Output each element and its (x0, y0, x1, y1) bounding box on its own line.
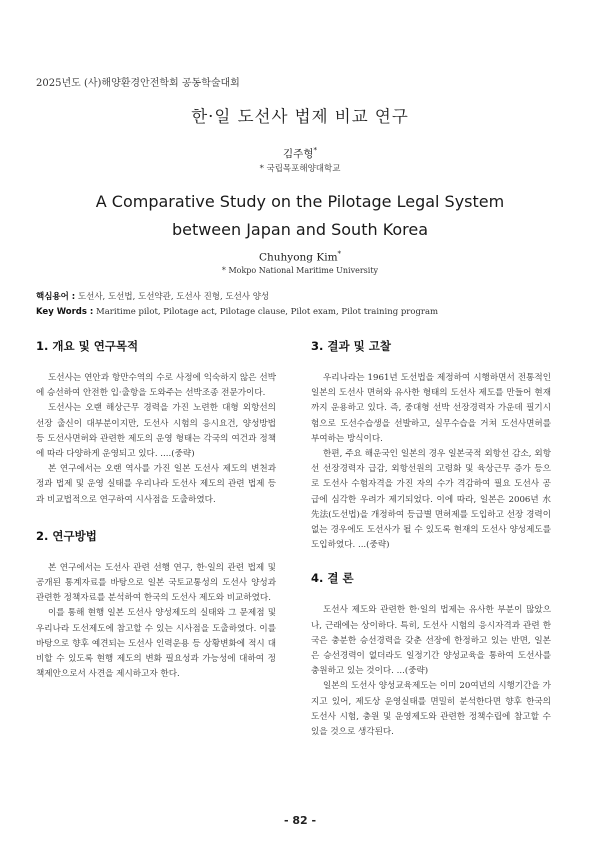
keywords-english-text: Maritime pilot, Pilotage act, Pilotage clause, Pilot exam, Pilot training program (96, 307, 439, 317)
section-2-paragraph-1: 본 연구에서는 도선사 관련 선행 연구, 한·일의 관련 법제 및 공개된 통계자료를 바탕으로 일본 국토교통성의 도선사 양성과 관련한 정책자료를 분석하여 한국의 도선사 제도와 비교하였다. (36, 562, 276, 604)
section-1-paragraph-1: 도선사는 연안과 항만수역의 수로 사정에 익숙하지 않은 선박에 승선하여 안전한 입·출항을 도와주는 선박조종 전문가이다. (36, 373, 276, 399)
section-2-paragraph-2: 이를 통해 현행 일본 도선사 양성제도의 실태와 그 문제점 및 우리나라 도선제도에 참고할 수 있는 시사점을 도출하였다. 이를 바탕으로 향후 예견되는 도선사 인력운용 등 상황변화에 적시 대비할 수 있도록 현행 제도의 변화 필요성과 가능성에 대하여 정책제안으로서 사견을 제시하고자 한다. (36, 608, 276, 680)
author-korean (0, 146, 600, 161)
author-english-name: Chuhyong Kim (258, 251, 338, 264)
right-column (311, 338, 551, 740)
affiliation-english: * Mokpo National Maritime University (221, 266, 379, 275)
affiliation-korean: * 국립목포해양대학교 (259, 164, 341, 174)
section-3-heading: 3. 결과 및 고찰 (311, 339, 391, 353)
author-korean-mark: * (313, 146, 317, 155)
section-1-paragraph-2: 도선사는 오랜 해상근무 경력을 가진 노련한 대형 외항선의 선장 출신이 대부분이지만, 도선사 시험의 응시요건, 양성방법 등 도선사면허와 관련한 제도의 운영 형태는 각국의 여건과 정책에 따라 다양하게 운영되고 있다. ....(중략) (36, 403, 276, 460)
paper-title-korean: 한·일 도선사 법제 비교 연구 (191, 107, 409, 126)
page-number: - 82 - (283, 814, 317, 827)
section-3-paragraph-2: 한편, 주요 해운국인 일본의 경우 일본국적 외항선 감소, 외항선 선장경력자 급감, 외항선원의 고령화 및 육상근무 증가 등으로 도선사 수험자격을 가진 자의 수가 격감하여 필요 도선사 공급에 심각한 우려가 제기되었다. 이에 따라, 일본은 2006년 水先法(도선법)을 개정하여 등급별 면허제를 도입하고 선장 경력이 없는 경우에도 도선사가 될 수 있도록 현재의 도선사 양성제도를 도입하였다. ...(중략) (311, 449, 551, 551)
section-4-paragraph-2: 일본의 도선사 양성교육제도는 이미 20여년의 시행기간을 가지고 있어, 제도상 운영실태를 면밀히 분석한다면 향후 한국의 도선사 시험, 충원 및 운영제도와 관련한 정책수립에 참고할 수 있을 것으로 생각된다. (311, 681, 551, 738)
section-1-paragraph-3: 본 연구에서는 오랜 역사를 가진 일본 도선사 제도의 변천과정과 법제 및 운영 실태를 우리나라 도선사 제도의 관련 법제 등과 비교법적으로 연구하여 시사점을 도출하였다. (36, 464, 276, 505)
keywords-english (36, 305, 438, 320)
section-1-heading: 1. 개요 및 연구목적 (36, 339, 139, 353)
paper-title-english: A Comparative Study on the Pilotage Legal System between Japan and South Korea (95, 192, 505, 239)
section-4-paragraph-1: 도선사 제도와 관련한 한·일의 법제는 유사한 부분이 많았으나, 근래에는 상이하다. 특히, 도선사 시험의 응시자격과 관련 한국은 충분한 승선경력을 갖춘 선장에 한정하고 있는 반면, 일본은 승선경력이 없더라도 일정기간 양성교육을 통하여 도선사를 충원하고 있는 것이다. ...(중략) (311, 605, 551, 677)
left-column (36, 338, 276, 682)
keywords-block (36, 290, 438, 320)
keywords-english-label: Key Words : (36, 307, 94, 317)
author-english (0, 250, 600, 264)
author-korean-name: 김주형 (283, 148, 314, 160)
keywords-korean (36, 290, 438, 305)
keywords-korean-label: 핵심용어 : (36, 292, 76, 302)
conference-header: 2025년도 (사)해양환경안전학회 공동학술대회 (36, 78, 240, 89)
section-4-heading: 4. 결 론 (311, 571, 354, 586)
author-english-mark: * (337, 250, 342, 258)
section-3-paragraph-1: 우리나라는 1961년 도선법을 제정하여 시행하면서 전통적인 일본의 도선사 면허와 유사한 형태의 도선사 제도를 만들어 현재까지 운용하고 있다. 즉, 중대형 선박 선장경력자 가운데 필기시험으로 도선수습생을 선발하고, 실무수습을 거쳐 도선사면허를 부여하는 방식이다. (311, 373, 551, 444)
keywords-korean-text: 도선사, 도선법, 도선약관, 도선사 진형, 도선사 양성 (77, 292, 270, 302)
section-2-heading: 2. 연구방법 (36, 528, 97, 543)
